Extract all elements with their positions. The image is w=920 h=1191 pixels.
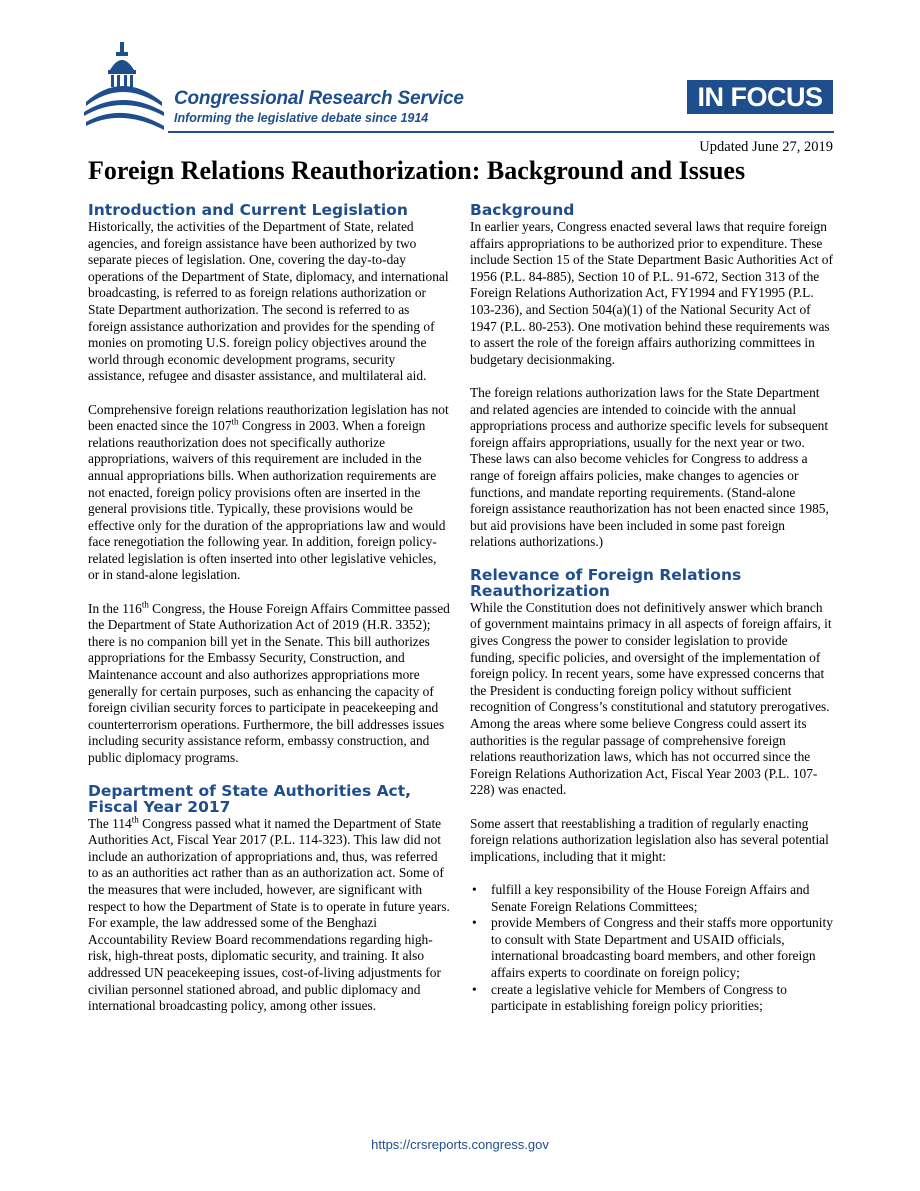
bullet-icon: • (472, 881, 477, 897)
text: The 114 (88, 815, 132, 831)
paragraph (88, 816, 450, 1015)
superscript: th (141, 599, 149, 610)
paragraph (88, 601, 450, 767)
section-heading-background: Background (470, 201, 575, 219)
paragraph: Historically, the activities of the Department of State, related agencies, and foreign assistance have been authorized by two separate pieces of legislation. One, covering the day-to-day operations of the Department of State, diplomacy, and international broadcasting, is referred to as foreign relations authorization or State Department authorization. The second is referred to as foreign assistance authorization and provides for the spending of monies on promoting U.S. foreign policy objectives around the world through economic development programs, security assistance, refugee and disaster assistance, and multilateral aid. (88, 219, 449, 384)
superscript: th (131, 814, 139, 825)
header-divider (168, 131, 834, 133)
list-item (470, 915, 834, 981)
text: Congress passed what it named the Department of State Authorities Act, Fiscal Year 2017 (P.L. 114-323). This law did not include an authorization of appropriations and, thus, was referred to as an authorities act rather than as an authorization act. Some of the measures that were included, however, are significant with respect to how the Department of State is to operate in future years. For example, the law addressed some of the Benghazi Accountability Review Board recommendations regarding high-risk, high-threat posts, diplomatic security, and training. It also addressed UN peacekeeping issues, cost-of-living adjustments for civilian personnel stationed abroad, and public diplomacy and international broadcasting policy, among other issues. (88, 815, 450, 1014)
paragraph: In earlier years, Congress enacted several laws that require foreign affairs appropriations to be authorized prior to expenditure. These include Section 15 of the State Department Basic Authorities Act of 1956 (P.L. 84-885), Section 10 of P.L. 91-672, Section 313 of the Foreign Relations Authorization Act, FY1994 and FY1995 (P.L. 103-236), and Section 504(a)(1) of the National Security Act of 1947 (P.L. 80-253). One motivation behind these requirements was to assert the role of the foreign affairs authorizing committees in budgetary decisionmaking. (470, 219, 833, 367)
capitol-dome-icon (84, 40, 164, 132)
list-item-text: fulfill a key responsibility of the House Foreign Affairs and Senate Foreign Relations Committees; (491, 881, 810, 914)
paragraph: Some assert that reestablishing a tradition of regularly enacting foreign relations authorization legislation also has several potential implications, including that it might: (470, 815, 829, 864)
list-item (470, 982, 834, 1015)
right-column (470, 202, 834, 1015)
paragraph: While the Constitution does not definitively answer which branch of government maintains primacy in all aspects of foreign affairs, it gives Congress the power to consider legislation to provide funding, specific policies, and oversight of the implementation of foreign policy. In recent years, some have expressed concerns that the President is conducting foreign policy without sufficient recognition of Congress’s constitutional and statutory prerogatives. Among the areas where some believe Congress could assert its authorities is the regular passage of comprehensive foreign relations reauthorization laws, which has not occurred since the Foreign Relations Authorization Act, Fiscal Year 2003 (P.L. 107-228) was enacted. (470, 599, 832, 798)
section-heading-introduction: Introduction and Current Legislation (88, 201, 408, 219)
list-item (470, 882, 834, 915)
bullet-icon: • (472, 981, 477, 997)
updated-date: Updated June 27, 2019 (699, 139, 833, 155)
brand (174, 88, 464, 126)
page-title: Foreign Relations Reauthorization: Background and Issues (88, 156, 746, 185)
list-item-text: create a legislative vehicle for Members of Congress to participate in establishing foreign policy priorities; (491, 981, 787, 1014)
text: Congress, the House Foreign Affairs Committee passed the Department of State Authorization Act of 2019 (H.R. 3352); there is no companion bill yet in the Senate. This bill authorizes appropriations for the Embassy Security, Construction, and Maintenance account and also authorizes appropriations more generally for certain purposes, such as enhancing the capacity of foreign civilian security forces to participate in peacekeeping and counterterrorism operations. Furthermore, the bill addresses issues including security assistance reform, embassy construction, and public diplomacy programs. (88, 600, 450, 765)
bullet-list (470, 882, 834, 1015)
footer-url[interactable]: https://crsreports.congress.gov (371, 1137, 549, 1152)
bullet-icon: • (472, 915, 477, 931)
left-column (88, 202, 450, 1031)
brand-tagline: Informing the legislative debate since 1914 (174, 111, 429, 125)
text: Comprehensive foreign relations reauthorization legislation has not been enacted since the 107 (88, 401, 449, 434)
text: Congress in 2003. When a foreign relations reauthorization does not specifically authorize appropriations, waivers of this requirement are included in the annual appropriations bills. When authorization requirements are not enacted, foreign policy provisions often are inserted in the general provisions title. Typically, these provisions would be effective only for the duration of the appropriations law and would face renegotiation the following year. In addition, foreign policy-related legislation is often inserted into other legislative vehicles, or in stand-alone legislation. (88, 418, 446, 583)
paragraph: The foreign relations authorization laws for the State Department and related agencies are intended to coincide with the annual appropriations process and authorize specific levels for subsequent foreign affairs appropriations, usually for the next year or two. These laws can also become vehicles for Congress to address a range of foreign affairs policies, make changes to agencies or functions, and mandate reporting requirements. (Stand-alone foreign assistance reauthorization has not been enacted since 1985, but aid provisions have been included in some past foreign relations authorizations.) (470, 384, 829, 550)
list-item-text: provide Members of Congress and their staffs more opportunity to consult with State Department and USAID officials, international broadcasting board members, and other foreign affairs experts to coordinate on foreign policy; (491, 915, 833, 980)
in-focus-badge: IN FOCUS (687, 80, 833, 114)
superscript: th (231, 416, 239, 427)
brand-name: Congressional Research Service (174, 88, 464, 109)
section-heading-relevance: Relevance of Foreign Relations Reauthorization (470, 565, 742, 600)
paragraph (88, 402, 450, 585)
text: In the 116 (88, 600, 142, 616)
section-heading-authorities-act: Department of State Authorities Act, Fiscal Year 2017 (88, 781, 412, 816)
